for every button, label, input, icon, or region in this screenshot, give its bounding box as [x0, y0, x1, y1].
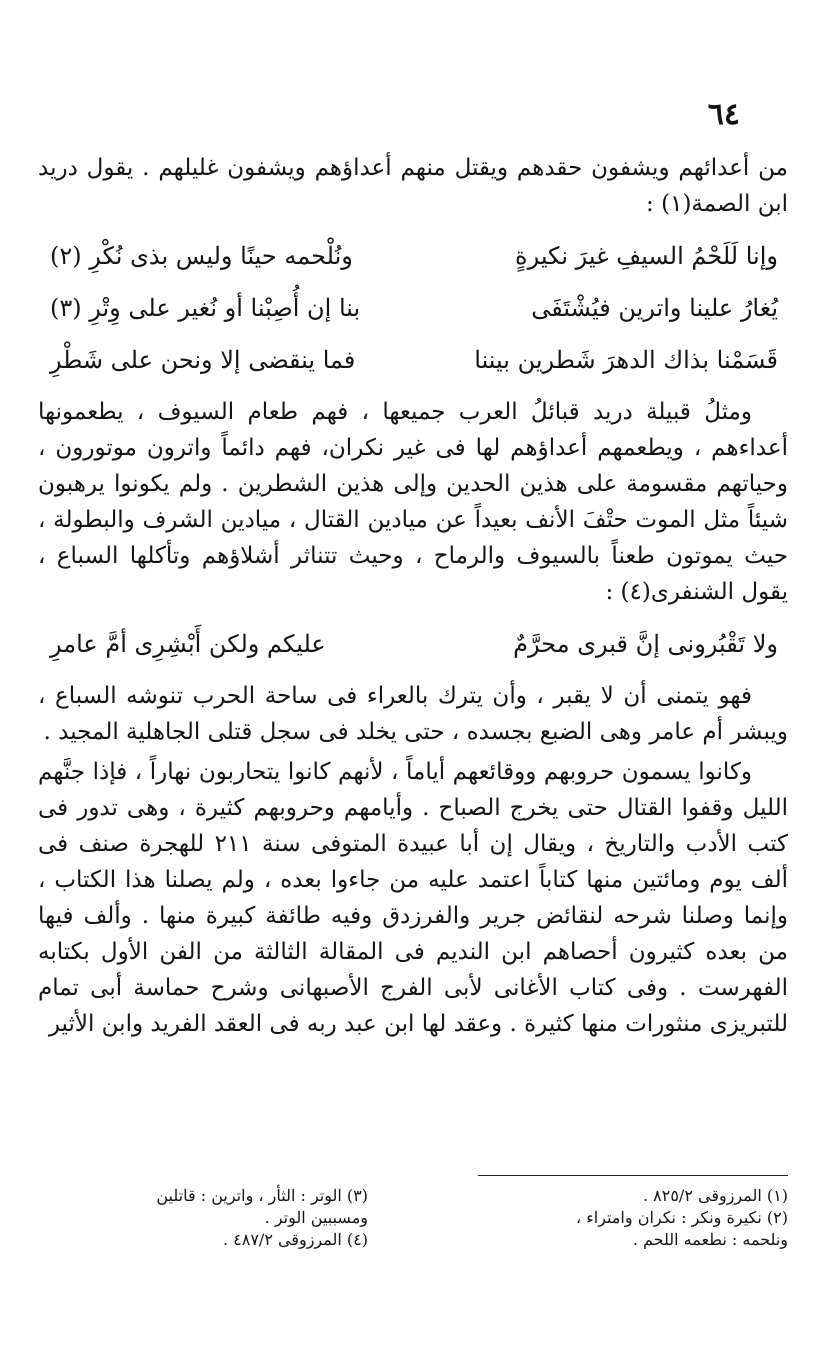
verse-first-hemistich: قَسَمْنا بذاك الدهرَ شَطرين بيننا	[474, 346, 778, 374]
footnote: (١) المرزوقى ٨٢٥/٢ .	[642, 1186, 788, 1205]
verse-second-hemistich: فما ينقضى إلا ونحن على شَطْرِ	[50, 346, 356, 374]
verse-second-hemistich: عليكم ولكن أَبْشِرِى أمَّ عامرِ	[50, 630, 326, 658]
poem-block	[38, 238, 788, 378]
footnote: (٣) الوتر : الثأر ، واترين : قاتلين	[156, 1186, 368, 1205]
verse-line	[38, 290, 788, 326]
footnote-divider	[478, 1175, 788, 1176]
verse-line	[38, 342, 788, 378]
verse-first-hemistich: ولا تَقْبُرونى إنَّ قبرى محرَّمٌ	[513, 630, 778, 658]
footnote: (٤) المرزوقى ٤٨٧/٢ .	[222, 1230, 368, 1249]
footnotes-column-right	[398, 1185, 788, 1251]
footnotes-column-left	[38, 1185, 368, 1251]
page-number: ٦٤	[707, 97, 740, 132]
paragraph: ومثلُ قبيلة دريد قبائلُ العرب جميعها ، فهم طعام السيوف ، يطعمونها أعداءهم ، ويطعمهم أعداؤهم لها فى غير نكران، فهم دائماً واترون موتورون ، وحياتهم مقسومة على هذين الحدين وإلى هذين الشطرين . ولم يكونوا يرهبون شيئاً مثل الموت حتْفَ الأنف بعيداً عن ميادين القتال ، ميادين الشرف والبطولة ، حيث يموتون طعناً بالسيوف والرماح ، وحيث تتناثر أشلاؤهم وتأكلها السباع ، يقول الشنفرى(٤) :	[38, 399, 788, 605]
paragraph: وكانوا يسمون حروبهم ووقائعهم أياماً ، لأنهم كانوا يتحاربون نهاراً ، فإذا جنَّهم الليل وقفوا القتال حتى يخرج الصباح . وأيامهم وحروبهم كثيرة ، وهى تدور فى كتب الأدب والتاريخ ، ويقال إن أبا عبيدة المتوفى سنة ٢١١ للهجرة صنف فى ألف يوم ومائتين منها كتاباً اعتمد عليه من جاءوا بعده ، ولم يصلنا هذا الكتاب ، وإنما وصلنا شرحه لنقائض جرير والفرزدق وفيه طائفة كبيرة منها . وألف فيها من بعده كثيرون أحصاهم ابن النديم فى المقالة الثالثة من الفن الأول بكتابه الفهرست . وفى كتاب الأغانى لأبى الفرج الأصبهانى وشرح حماسة أبى تمام للتبريزى منثورات منها كثيرة . وعقد لها ابن عبد ربه فى العقد الفريد وابن الأثير	[38, 759, 788, 1037]
verse-line	[38, 626, 788, 662]
poem-block	[38, 626, 788, 662]
footnote: (٢) نكيرة ونكر : نكران وامتراء ،	[575, 1208, 788, 1227]
verse-line	[38, 238, 788, 274]
body-text	[38, 150, 788, 1046]
footnote: ومسببين الوتر .	[264, 1208, 368, 1227]
paragraph: فهو يتمنى أن لا يقبر ، وأن يترك بالعراء فى ساحة الحرب تنوشه السباع ، ويبشر أم عامر وهى الضبع بجسده ، حتى يخلد فى سجل قتلى الجاهلية المجيد .	[38, 683, 788, 745]
paragraph: من أعدائهم ويشفون حقدهم ويقتل منهم أعداؤهم ويشفون غليلهم . يقول دريد ابن الصمة(١) :	[38, 155, 788, 217]
footnotes	[38, 1185, 788, 1251]
verse-second-hemistich: ونُلْحمه حينًا وليس بذى نُكْرِ (٢)	[50, 242, 353, 270]
book-page	[38, 95, 788, 1335]
verse-first-hemistich: يُغارُ علينا واترين فيُشْتَفَى	[531, 294, 778, 322]
verse-first-hemistich: وإنا لَلَحْمُ السيفِ غيرَ نكيرةٍ	[515, 242, 778, 270]
footnote: ونلحمه : نطعمه اللحم .	[632, 1230, 788, 1249]
verse-second-hemistich: بنا إن أُصِبْنا أو نُغير على وِتْرِ (٣)	[50, 294, 361, 322]
